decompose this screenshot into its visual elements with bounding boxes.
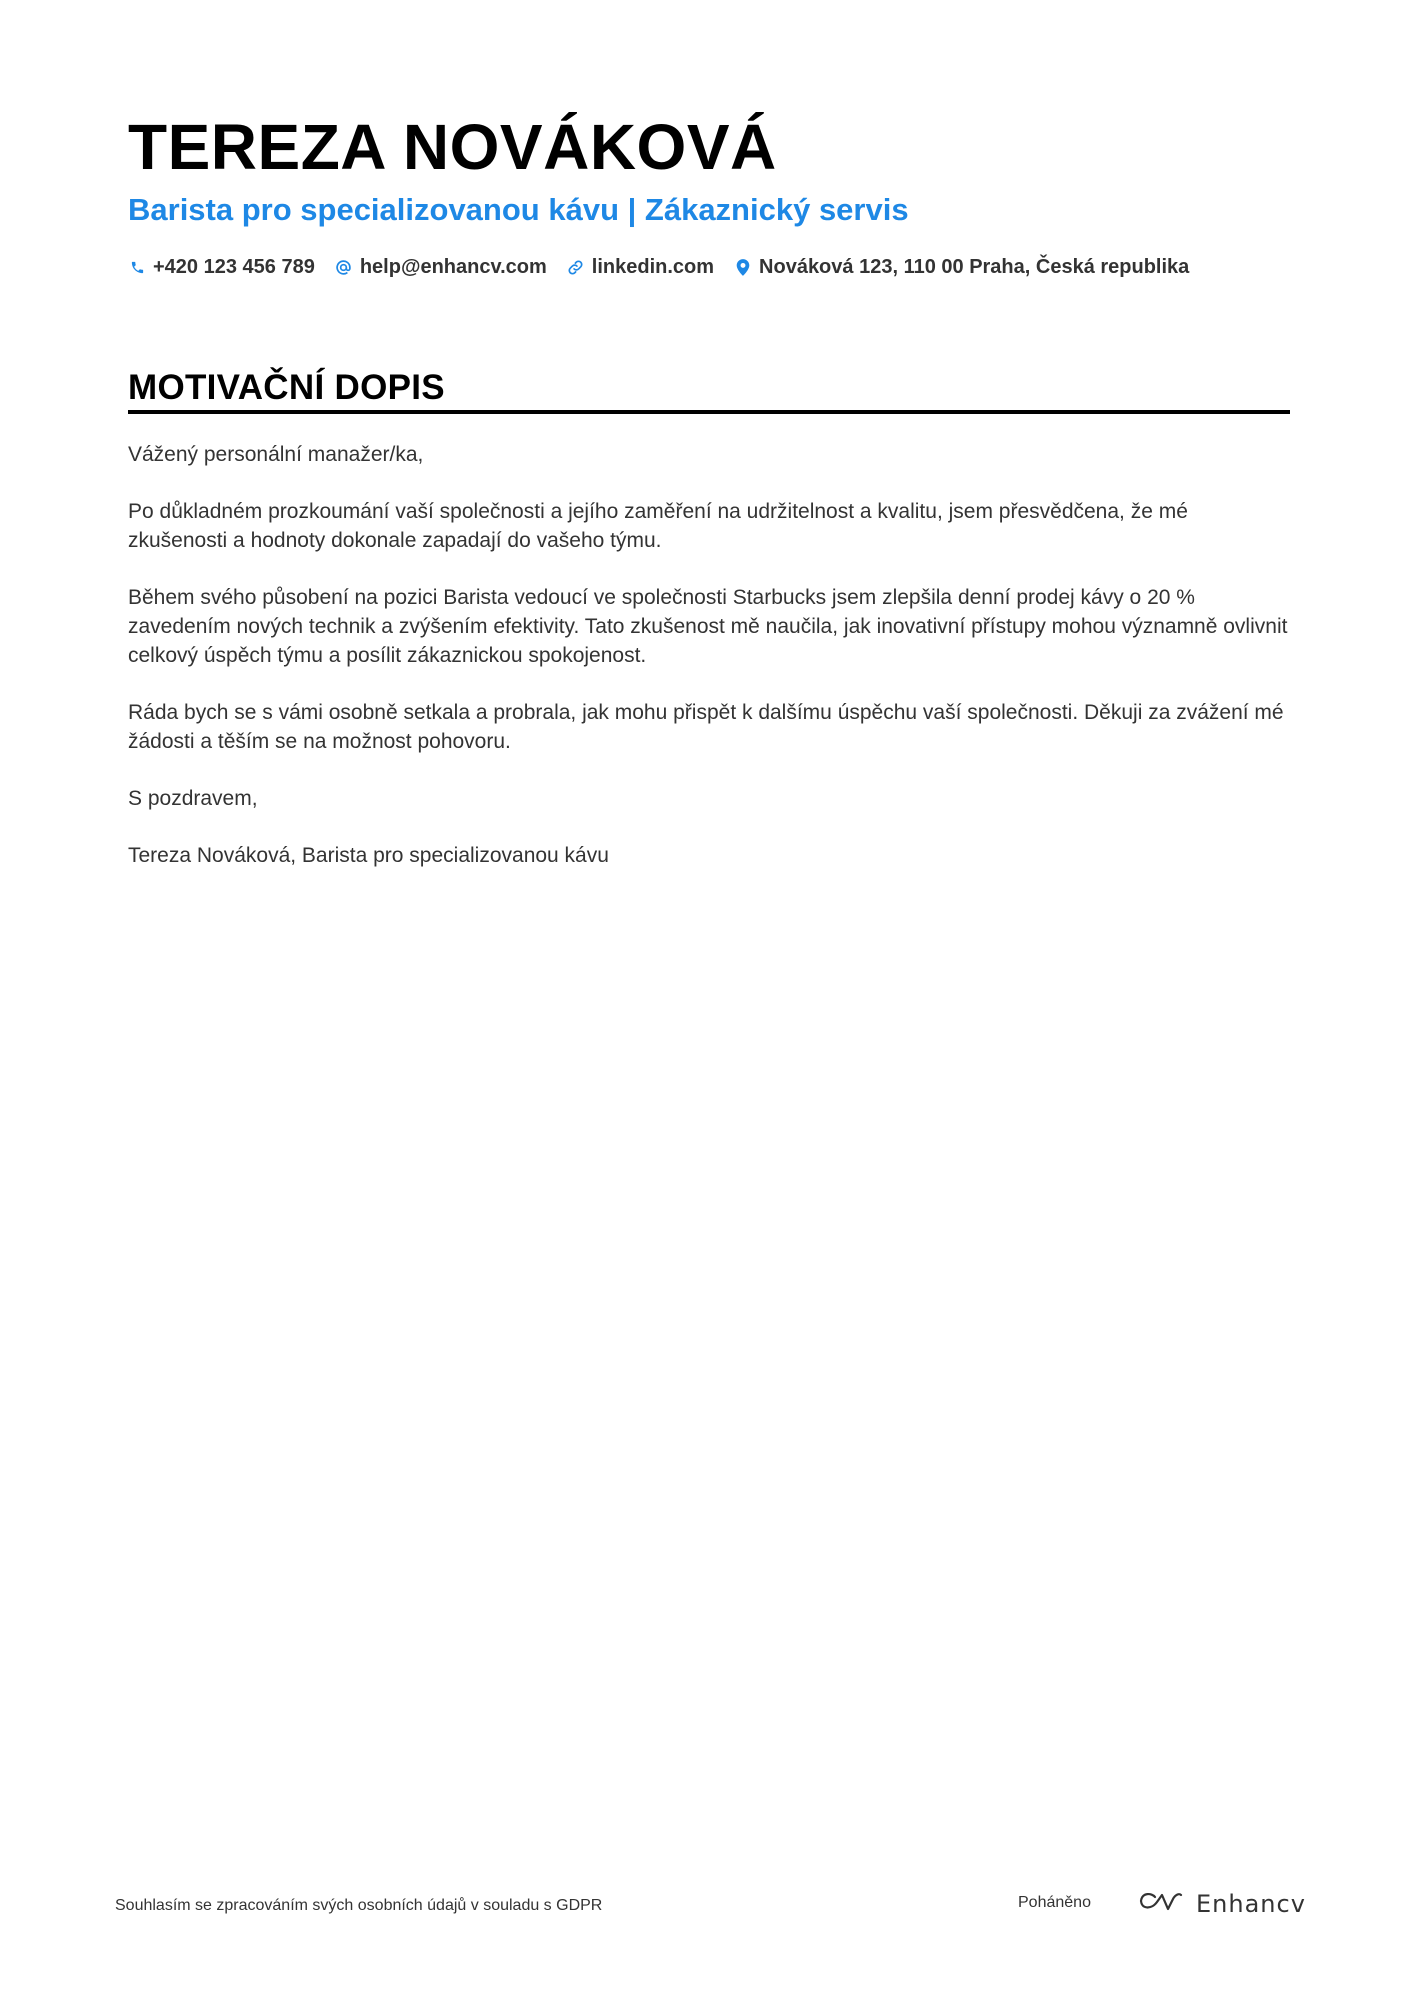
letter-paragraph: Ráda bych se s vámi osobně setkala a probrala, jak mohu přispět k dalšímu úspěchu vaší společnosti. Děkuji za zvážení mé žádosti a těším se na možnost pohovoru. — [128, 701, 1284, 753]
job-title-subtitle: Barista pro specializovanou kávu | Zákaznický servis — [128, 192, 909, 227]
enhancv-logo-text: Enhancv — [1196, 1889, 1306, 1918]
letter-paragraph: Během svého působení na pozici Barista vedoucí ve společnosti Starbucks jsem zlepšila denní prodej kávy o 20 % zavedením nových technik a zvýšením efektivity. Tato zkušenost mě naučila, jak inovativní přístupy mohou významně ovlivnit celkový úspěch týmu a posílit zákaznickou spokojenost. — [128, 586, 1288, 667]
letter-body — [128, 440, 1290, 898]
contact-linkedin-text: linkedin.com — [591, 256, 715, 278]
location-pin-icon — [734, 258, 752, 276]
enhancv-logo-icon — [1138, 1889, 1184, 1918]
section-divider — [128, 410, 1290, 414]
phone-icon — [128, 258, 146, 276]
section-title: MOTIVAČNÍ DOPIS — [128, 368, 445, 407]
link-icon — [567, 258, 585, 276]
powered-by-label: Poháněno — [1018, 1894, 1091, 1911]
contact-address-text: Nováková 123, 110 00 Praha, Česká republika — [759, 256, 1190, 278]
letter-signature: Tereza Nováková, Barista pro specializovanou kávu — [128, 844, 609, 867]
letter-closing: S pozdravem, — [128, 787, 258, 810]
contact-address — [734, 252, 1189, 282]
contact-phone-text: +420 123 456 789 — [153, 256, 315, 278]
contact-email-text: help@enhancv.com — [359, 256, 547, 278]
letter-salutation: Vážený personální manažer/ka, — [128, 443, 424, 466]
contact-phone[interactable] — [128, 252, 315, 282]
gdpr-consent: Souhlasím se zpracováním svých osobních údajů v souladu s GDPR — [115, 1897, 603, 1914]
contact-bar — [128, 252, 1209, 282]
at-icon — [335, 258, 353, 276]
applicant-name: TEREZA NOVÁKOVÁ — [128, 111, 777, 183]
enhancv-logo[interactable] — [1138, 1889, 1306, 1918]
contact-linkedin[interactable] — [567, 252, 714, 282]
contact-email[interactable] — [335, 252, 547, 282]
letter-paragraph: Po důkladném prozkoumání vaší společnosti a jejího zaměření na udržitelnost a kvalitu, jsem přesvědčena, že mé zkušenosti a hodnoty dokonale zapadají do vašeho týmu. — [128, 500, 1188, 552]
